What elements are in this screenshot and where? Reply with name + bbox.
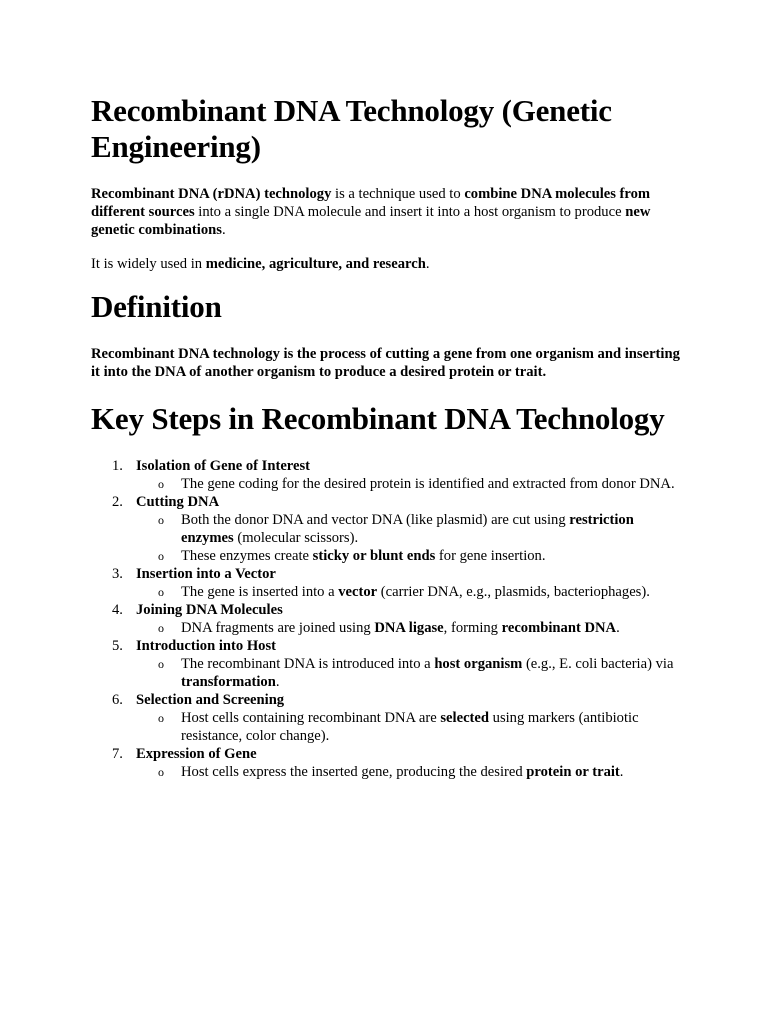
step-title: Cutting DNA [136, 494, 220, 510]
step-item [91, 493, 681, 565]
key-steps-heading: Key Steps in Recombinant DNA Technology [91, 401, 665, 436]
step-sub-list [136, 763, 681, 781]
step-number: 6. [112, 692, 123, 708]
step-sub-item [136, 763, 681, 781]
step-number: 2. [112, 494, 123, 510]
text-run: The gene coding for the desired protein is identified and extracted from donor DNA. [181, 476, 675, 492]
document-page [91, 93, 681, 781]
text-run: . [616, 620, 620, 636]
step-item [91, 601, 681, 637]
text-run: . [619, 764, 624, 780]
step-item [91, 565, 681, 601]
step-title: Insertion into a Vector [136, 566, 276, 582]
bold-text-run: new genetic combinations [91, 204, 651, 238]
text-run: (carrier DNA, e.g., plasmids, bacteriophages). [377, 584, 650, 600]
step-number: 3. [112, 566, 123, 582]
usage-paragraph [91, 255, 681, 273]
document-title: Recombinant DNA Technology (Genetic Engineering) [91, 93, 612, 164]
definition-heading: Definition [91, 289, 222, 324]
key-steps-list [91, 457, 681, 781]
text-run: The recombinant DNA is introduced into a [181, 656, 435, 672]
text-run: These enzymes create [181, 548, 313, 564]
text-run: (e.g., E. coli bacteria) via [522, 656, 674, 672]
step-sub-item [136, 583, 681, 601]
bold-text-run: recombinant DNA [501, 620, 617, 636]
step-sub-item [136, 547, 681, 565]
bold-text-run: medicine, agriculture, and research [205, 256, 426, 272]
text-run: into a single DNA molecule and insert it into a host organism to produce [194, 204, 626, 220]
step-title: Introduction into Host [136, 638, 277, 654]
step-item [91, 691, 681, 745]
text-run: is a technique used to [331, 186, 465, 202]
step-sub-list [136, 511, 681, 565]
text-run: It is widely used in [91, 256, 206, 272]
bold-text-run: host organism [434, 656, 523, 672]
bold-text-run: selected [440, 710, 489, 726]
bold-text-run: DNA ligase [374, 620, 444, 636]
text-run: using markers (antibiotic resistance, color change). [181, 710, 639, 744]
hollow-bullet-icon: o [158, 657, 164, 671]
intro-paragraph [91, 185, 681, 239]
step-sub-item [136, 709, 681, 745]
step-sub-list [136, 475, 681, 493]
step-number: 1. [112, 458, 123, 474]
bold-text-run: restriction enzymes [181, 512, 634, 546]
step-sub-list [136, 709, 681, 745]
step-item [91, 457, 681, 493]
hollow-bullet-icon: o [158, 477, 164, 491]
step-number: 4. [112, 602, 123, 618]
text-run: . [425, 256, 430, 272]
text-run: , forming [443, 620, 502, 636]
step-sub-item [136, 475, 681, 493]
text-run: DNA fragments are joined using [181, 620, 375, 636]
step-title: Joining DNA Molecules [136, 602, 283, 618]
hollow-bullet-icon: o [158, 585, 164, 599]
bold-text-run: sticky or blunt ends [312, 548, 436, 564]
step-title: Expression of Gene [136, 746, 257, 762]
text-run: (molecular scissors). [233, 530, 359, 546]
hollow-bullet-icon: o [158, 621, 164, 635]
step-sub-item [136, 619, 681, 637]
step-sub-list [136, 619, 681, 637]
text-run: Host cells containing recombinant DNA are [181, 710, 441, 726]
bold-text-run: combine DNA molecules from different sources [91, 186, 651, 220]
step-title: Selection and Screening [136, 692, 285, 708]
bold-text-run: Recombinant DNA (rDNA) technology [91, 186, 332, 202]
step-title: Isolation of Gene of Interest [136, 458, 311, 474]
hollow-bullet-icon: o [158, 765, 164, 779]
step-item [91, 637, 681, 691]
bold-text-run: transformation [181, 674, 276, 690]
step-number: 7. [112, 746, 123, 762]
text-run: The gene is inserted into a [181, 584, 339, 600]
hollow-bullet-icon: o [158, 513, 164, 527]
step-sub-list [136, 583, 681, 601]
definition-text: Recombinant DNA technology is the process of cutting a gene from one organism and inserting it into the DNA of another organism to produce a desired protein or trait. [91, 346, 680, 380]
bold-text-run: protein or trait [526, 764, 620, 780]
text-run: Both the donor DNA and vector DNA (like plasmid) are cut using [181, 512, 570, 528]
text-run: for gene insertion. [435, 548, 546, 564]
step-item [91, 745, 681, 781]
step-sub-list [136, 655, 681, 691]
hollow-bullet-icon: o [158, 549, 164, 563]
hollow-bullet-icon: o [158, 711, 164, 725]
step-sub-item [136, 655, 681, 691]
text-run: Host cells express the inserted gene, producing the desired [181, 764, 527, 780]
bold-text-run: vector [338, 584, 378, 600]
text-run: . [275, 674, 280, 690]
text-run: . [221, 222, 226, 238]
step-number: 5. [112, 638, 123, 654]
step-sub-item [136, 511, 681, 547]
